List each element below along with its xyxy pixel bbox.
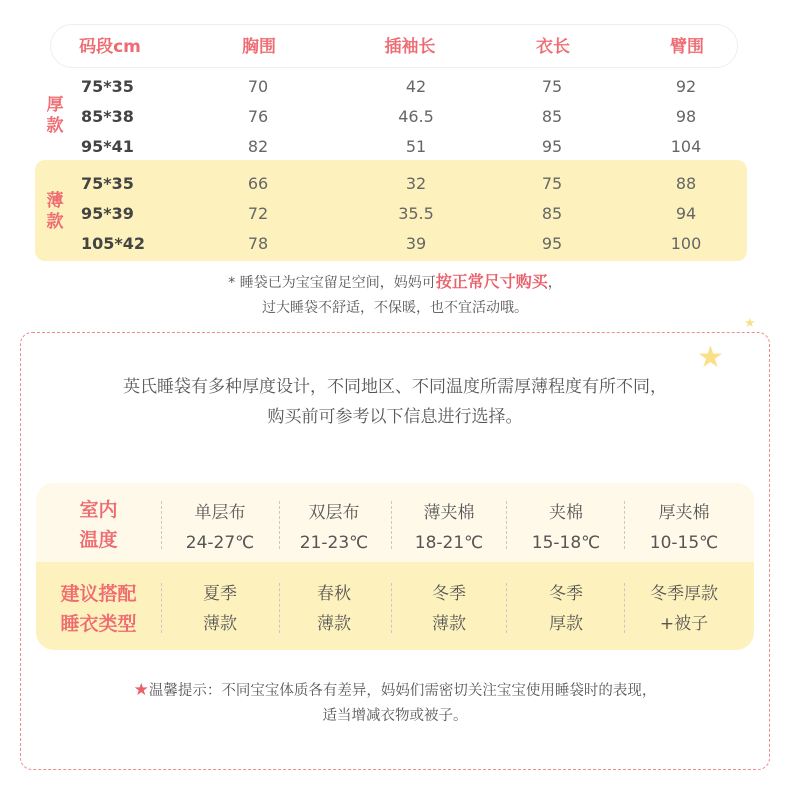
- fabric-column: [275, 498, 393, 558]
- recommendation-column: 冬季厚款 +被子: [650, 584, 718, 634]
- header-size: 码段cm: [79, 37, 141, 57]
- tip-line1: ★温馨提示：不同宝宝体质各有差异，妈妈们需密切关注宝宝使用睡袋时的表现，: [133, 680, 657, 700]
- fabric-column: [161, 498, 279, 558]
- thickness-recommendation-table: [36, 483, 754, 650]
- fabric-type: 夹棉: [549, 503, 583, 523]
- header-sleeve: 插袖长: [384, 37, 436, 57]
- header-arm: 臂围: [670, 37, 704, 57]
- star-icon: ★: [697, 340, 724, 375]
- size-table-header: [50, 24, 738, 68]
- size-note-line2: 过大睡袋不舒适，不保暖，也不宜活动哦。: [262, 300, 528, 316]
- fabric-type: 厚夹棉: [658, 503, 710, 523]
- fabric-type: 双层布: [308, 503, 360, 523]
- temperature-label: 室内 温度: [79, 499, 118, 551]
- size-note: * 睡袋已为宝宝留足空间，妈妈可按正常尺寸购买，: [228, 272, 562, 291]
- fabric-type: 单层布: [194, 503, 246, 523]
- star-icon: ★: [744, 316, 756, 331]
- group-label-thick: 厚 款: [46, 95, 64, 136]
- temperature-range: 15-18℃: [531, 533, 601, 553]
- group-label-thin: 薄 款: [46, 191, 64, 232]
- size-note-emphasis: 按正常尺寸购买: [435, 272, 548, 291]
- fabric-column: [390, 498, 508, 558]
- recommendation-column: 夏季 薄款: [203, 584, 237, 634]
- temperature-range: 18-21℃: [414, 533, 484, 553]
- header-length: 衣长: [536, 37, 570, 57]
- tip-line2: 适当增减衣物或被子。: [322, 708, 468, 724]
- fabric-type: 薄夹棉: [423, 503, 475, 523]
- guide-intro-line1: 英氏睡袋有多种厚度设计，不同地区、不同温度所需厚薄程度有所不同，: [123, 377, 667, 397]
- temperature-range: 24-27℃: [185, 533, 255, 553]
- header-chest: 胸围: [242, 37, 276, 57]
- fabric-column: [507, 498, 625, 558]
- recommendation-column: 冬季 厚款: [549, 584, 583, 634]
- fabric-column: [624, 498, 744, 558]
- temperature-range: 10-15℃: [649, 533, 719, 553]
- guide-intro-line2: 购买前可参考以下信息进行选择。: [267, 407, 523, 427]
- thin-rows: 75*35 66 32 75 88 95*39 72 35.5 85 94 105*42 78 39 95 100: [81, 174, 702, 253]
- temperature-range: 21-23℃: [299, 533, 369, 553]
- thick-rows: 75*35 70 42 75 92 85*38 76 46.5 85 98 95*41 82 51 95 104: [81, 77, 702, 156]
- star-icon: ★: [133, 680, 149, 700]
- recommendation-column: 冬季 薄款: [432, 584, 466, 634]
- recommendation-column: 春秋 薄款: [317, 584, 351, 634]
- recommendation-label: 建议搭配 睡衣类型: [60, 583, 137, 635]
